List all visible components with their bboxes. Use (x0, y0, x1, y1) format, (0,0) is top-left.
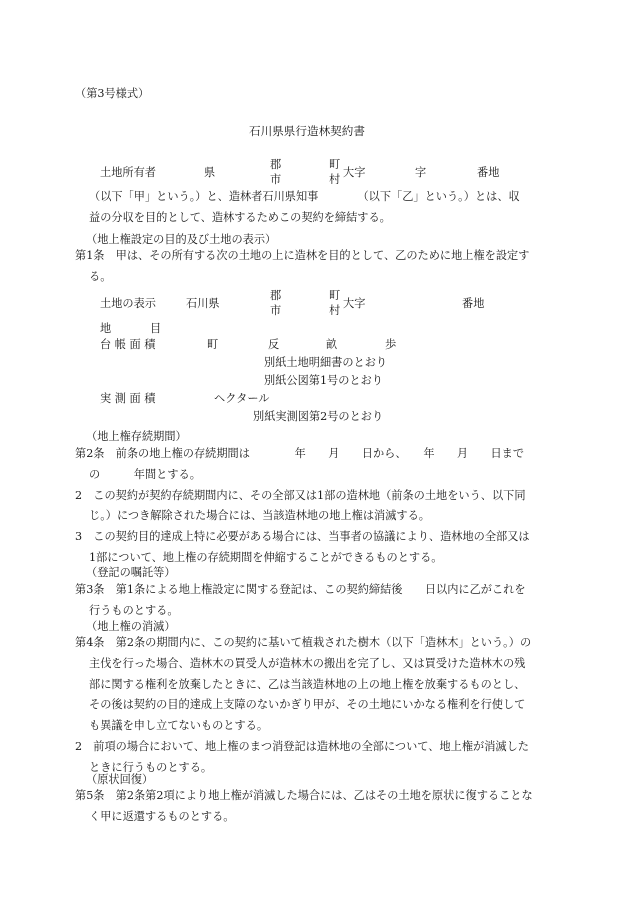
land-cho: 町 (329, 289, 341, 302)
heading-article3: （登記の嘱託等） (86, 566, 176, 579)
owner-oaza: 大字 (343, 166, 366, 179)
owner-ken: 県 (204, 166, 216, 179)
chimoku-b: 目 (150, 322, 162, 335)
chimoku-a: 地 (100, 322, 112, 335)
article-line: 1部について、地上権の存続期間を伸縮することができるものとする。 (89, 550, 443, 564)
jissoku-unit: ヘクタール (214, 392, 270, 405)
intro-paragraph (75, 187, 553, 229)
article-line: じ。）につき解除された場合には、当該造林地の地上権は消滅する。 (89, 509, 430, 523)
owner-shi: 市 (270, 173, 282, 186)
article-line: 2 前項の場合において、地上権のまつ消登記は造林地の全部について、地上権が消滅した (75, 739, 529, 753)
land-oaza: 大字 (343, 297, 366, 310)
article-line: ときに行うものとする。 (89, 760, 213, 774)
land-banchi: 番地 (462, 297, 485, 310)
article-line: る。 (89, 269, 112, 283)
intro-line: 益の分収を目的として、造林するためこの契約を締結する。 (89, 210, 391, 224)
ref-cadastral-map: 別紙公図第1号のとおり (264, 374, 383, 387)
intro-line: （以下「甲」という。）と、造林者石川県知事 （以下「乙」という。）とは、収 (89, 190, 520, 203)
land-label: 土地の表示 (100, 297, 156, 310)
article-line: 第2条 前条の地上権の存続期間は 年 月 日から、 年 月 日まで (75, 447, 525, 460)
article-line: 2 この契約が契約存続期間内に、その全部又は1部の造林地（前条の土地をいう、以下同 (75, 488, 526, 502)
article-line: 主伐を行った場合、造林木の買受人が造林木の搬出を完了し、又は買受けた造林木の残 (89, 656, 526, 670)
article-line: 第5条 第2条第2項により地上権が消滅した場合には、乙はその土地を原状に復することな (75, 789, 533, 802)
ref-survey-map: 別紙実測図第2号のとおり (253, 410, 384, 423)
owner-gun: 郡 (270, 158, 282, 171)
article-line: 第3条 第1条による地上権設定に関する登記は、この契約締結後 日以内に乙がこれを (75, 583, 526, 596)
article-line: その後は契約の目的達成上支障のないかぎり甲が、その土地にいかなる権利を行使して (89, 698, 526, 712)
daicho-label: 台 帳 面 積 (100, 338, 156, 351)
article-line: 3 この契約目的達成上特に必要がある場合には、当事者の協議により、造林地の全部又は (75, 530, 530, 544)
article-line: 行うものとする。 (89, 603, 179, 617)
article-2 (75, 444, 553, 569)
land-pref: 石川県 (186, 297, 220, 310)
article-3 (75, 580, 553, 622)
land-son: 村 (329, 304, 341, 317)
daicho-se: 畝 (326, 338, 338, 351)
article-line: の 年間とする。 (89, 467, 201, 481)
owner-cho: 町 (329, 158, 341, 171)
owner-aza: 字 (415, 166, 427, 179)
article-line: く甲に返還するものとする。 (89, 809, 235, 823)
land-gun: 郡 (270, 289, 282, 302)
daicho-bu: 歩 (385, 338, 397, 351)
heading-article1: （地上権設定の目的及び土地の表示） (86, 233, 277, 246)
article-line: 第4条 第2条の期間内に、この契約に基いて植栽された樹木（以下「造林木」という。）の (75, 636, 532, 649)
heading-article5: （原状回復） (86, 773, 154, 786)
article-4 (75, 633, 553, 779)
article-5 (75, 786, 553, 828)
article-1 (75, 246, 553, 288)
ref-land-details: 別紙土地明細書のとおり (264, 356, 388, 369)
daicho-tan: 反 (268, 338, 280, 351)
document-title: 石川県県行造林契約書 (249, 124, 365, 138)
article-line: 第1条 甲は、その所有する次の土地の上に造林を目的として、乙のために地上権を設定す (75, 249, 530, 262)
daicho-cho: 町 (207, 338, 219, 351)
owner-banchi: 番地 (477, 166, 500, 179)
land-shi: 市 (270, 304, 282, 317)
owner-label: 土地所有者 (100, 166, 156, 179)
article-line: も異議を申し立てないものとする。 (89, 719, 269, 733)
article-line: 部に関する権利を放棄したときに、乙は当該造林地の上の地上権を放棄するものとし、 (89, 677, 526, 691)
heading-article2: （地上権存続期間） (86, 430, 187, 443)
owner-son: 村 (329, 173, 341, 186)
jissoku-label: 実 測 面 積 (100, 392, 156, 405)
heading-article4: （地上権の消滅） (86, 620, 176, 633)
form-label: （第3号様式） (75, 87, 150, 100)
